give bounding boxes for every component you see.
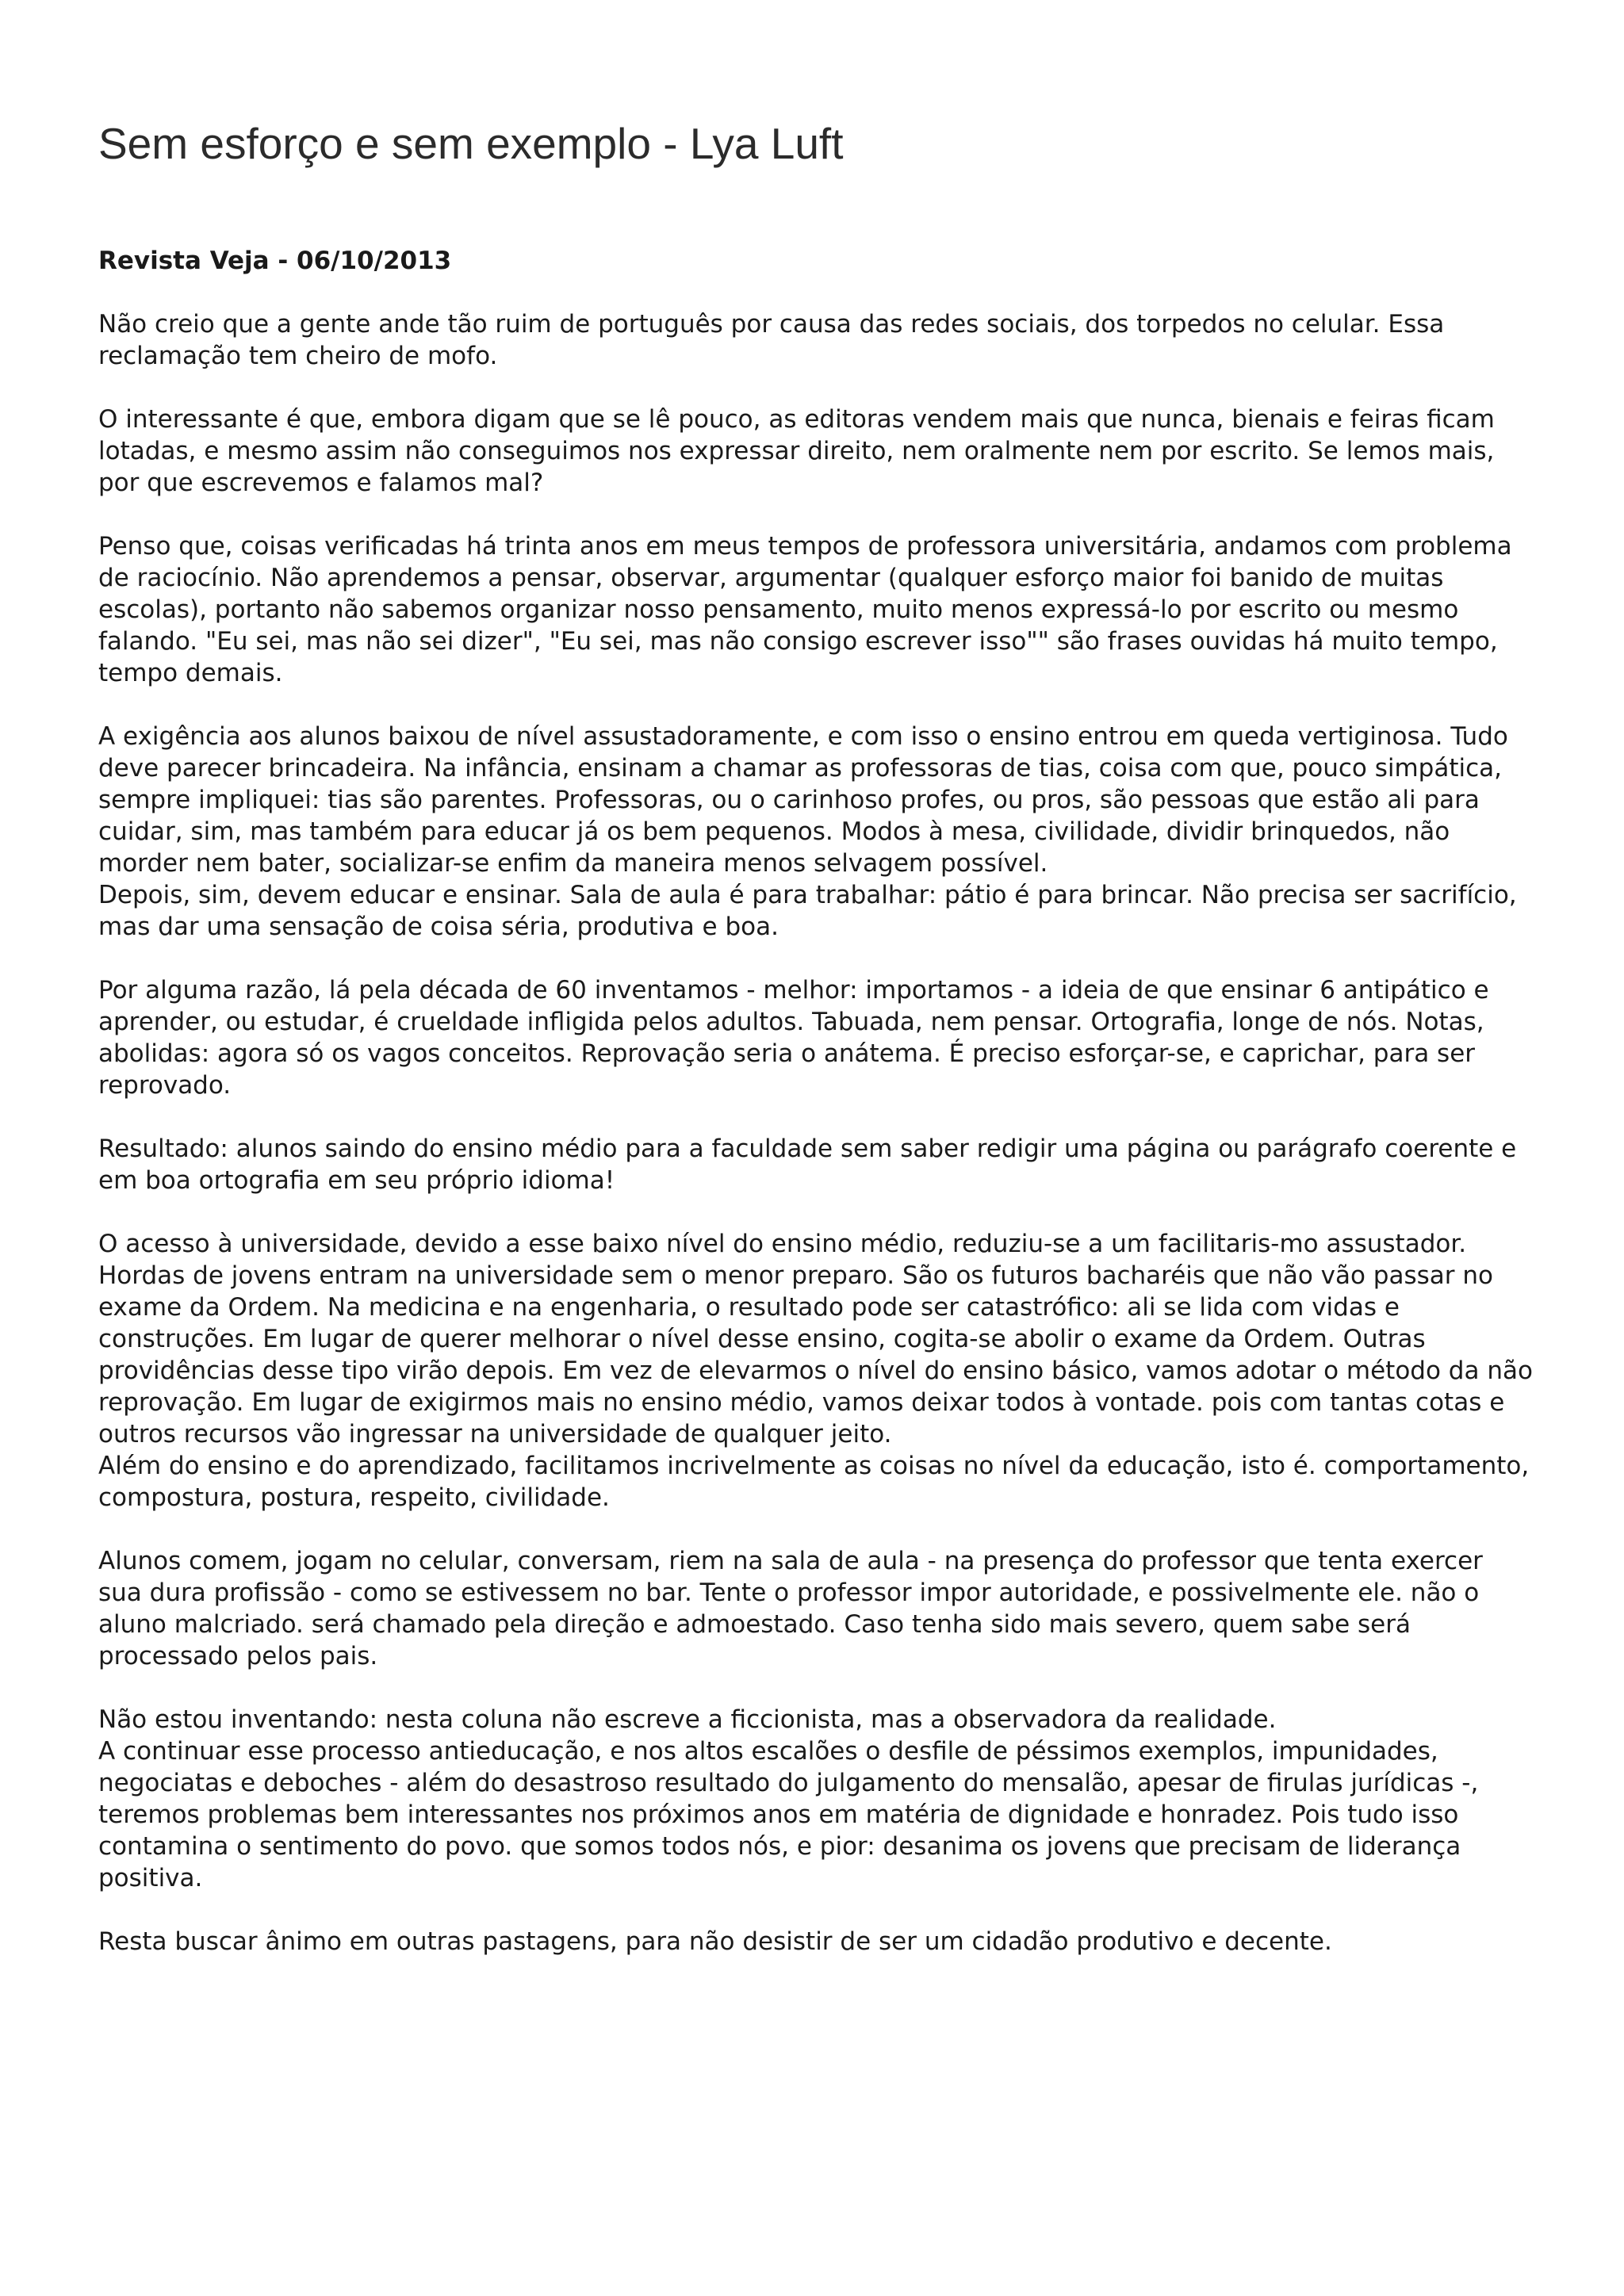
paragraph-5: Depois, sim, devem educar e ensinar. Sala de aula é para trabalhar: pátio é para brincar. Não precisa ser sacrifício, mas dar uma sensação de coisa séria, produtiva e boa. [98,881,1517,942]
paragraph-12: A continuar esse processo antieducação, e nos altos escalões o desfile de péssimos exemplos, impunidades, negociatas e deboches - além do desastroso resultado do julgamento do mensalão, apesar de firulas jurídicas -, teremos problemas bem interessantes nos próximos anos em matéria de dignidade e honradez. Pois tudo isso contamina o sentimento do povo. que somos todos nós, e pior: desanima os jovens que precisam de liderança positiva. [98,1737,1479,1893]
paragraph-10: Alunos comem, jogam no celular, conversam, riem na sala de aula - na presença do professor que tenta exercer sua dura profissão - como se estivessem no bar. Tente o professor impor autoridade, e possivelmente ele. não o aluno malcriado. será chamado pela direção e admoestado. Caso tenha sido mais severo, quem sabe será processado pelos pais. [98,1547,1483,1671]
paragraph-4: A exigência aos alunos baixou de nível assustadoramente, e com isso o ensino entrou em queda vertiginosa. Tudo deve parecer brincadeira. Na infância, ensinam a chamar as professoras de tias, coisa com que, pouco simpática, sempre impliquei: tias são parentes. Professoras, ou o carinhoso profes, ou pros, são pessoas que estão ali para cuidar, sim, mas também para educar já os bem pequenos. Modos à mesa, civilidade, dividir brinquedos, não morder nem bater, socializar-se enfim da maneira menos selvagem possível. [98,722,1508,878]
paragraph-9: Além do ensino e do aprendizado, facilitamos incrivelmente as coisas no nível da educação, isto é. comportamento, compostura, postura, respeito, civilidade. [98,1452,1530,1513]
paragraph-13: Resta buscar ânimo em outras pastagens, para não desistir de ser um cidadão produtivo e decente. [98,1927,1332,1957]
document-page [98,119,1534,1989]
paragraph-11: Não estou inventando: nesta coluna não escreve a ficcionista, mas a observadora da realidade. [98,1705,1277,1735]
paragraph-3: Penso que, coisas verificadas há trinta anos em meus tempos de professora universitária, andamos com problema de raciocínio. Não aprendemos a pensar, observar, argumentar (qualquer esforço maior foi banido de muitas escolas), portanto não sabemos organizar nosso pensamento, muito menos expressá-lo por escrito ou mesmo falando. "Eu sei, mas não sei dizer", "Eu sei, mas não consigo escrever isso"" são frases ouvidas há muito tempo, tempo demais. [98,532,1512,688]
paragraph-7: Resultado: alunos saindo do ensino médio para a faculdade sem saber redigir uma página ou parágrafo coerente e em boa ortografia em seu próprio idioma! [98,1135,1517,1196]
paragraph-6: Por alguma razão, lá pela década de 60 inventamos - melhor: importamos - a ideia de que ensinar 6 antipático e aprender, ou estudar, é crueldade infligida pelos adultos. Tabuada, nem pensar. Ortografia, longe de nós. Notas, abolidas: agora só os vagos conceitos. Reprovação seria o anátema. É preciso esforçar-se, e caprichar, para ser reprovado. [98,976,1489,1100]
paragraph-8: O acesso à universidade, devido a esse baixo nível do ensino médio, reduziu-se a um facilitaris-mo assustador. Hordas de jovens entram na universidade sem o menor preparo. São os futuros bacharéis que não vão passar no exame da Ordem. Na medicina e na engenharia, o resultado pode ser catastrófico: ali se lida com vidas e construções. Em lugar de querer melhorar o nível desse ensino, cogita-se abolir o exame da Ordem. Outras providências desse tipo virão depois. Em vez de elevarmos o nível do ensino básico, vamos adotar o método da não reprovação. Em lugar de exigirmos mais no ensino médio, vamos deixar todos à vontade. pois com tantas cotas e outros recursos vão ingressar na universidade de qualquer jeito. [98,1230,1533,1449]
paragraph-2: O interessante é que, embora digam que se lê pouco, as editoras vendem mais que nunca, bienais e feiras ficam lotadas, e mesmo assim não conseguimos nos expressar direito, nem oralmente nem por escrito. Se lemos mais, por que escrevemos e falamos mal? [98,405,1495,498]
paragraph-1: Não creio que a gente ande tão ruim de português por causa das redes sociais, dos torpedos no celular. Essa reclamação tem cheiro de mofo. [98,310,1445,371]
source-line: Revista Veja - 06/10/2013 [98,247,452,276]
document-title: Sem esforço e sem exemplo - Lya Luft [98,119,844,168]
